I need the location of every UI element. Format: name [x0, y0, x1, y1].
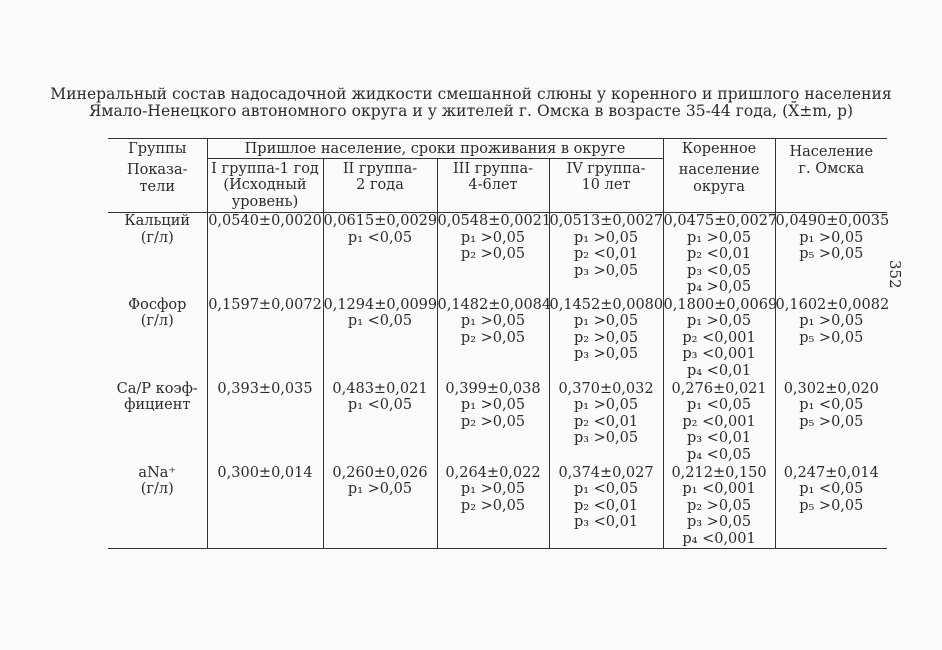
indicator-cell: aNa⁺ (г/л) — [108, 465, 207, 549]
p-value: p₁ >0,05 — [460, 313, 526, 329]
p-value: p₁ <0,05 — [799, 481, 864, 497]
p-value: p₁ >0,05 — [686, 229, 752, 246]
p-value: p₅ >0,05 — [799, 413, 864, 430]
mean-value: 0,370±0,032 — [558, 380, 654, 397]
mean-value: 0,0540±0,0020 — [208, 213, 322, 229]
p-value: p₁ >0,05 — [573, 397, 639, 413]
caption-line-2: Ямало-Ненецкого автономного округа и у жителей г. Омска в возрасте 35-44 года, (X̄±m, p) — [88, 102, 854, 120]
p-value: p₂ >0,05 — [573, 329, 639, 346]
mean-value: 0,247±0,014 — [783, 464, 879, 481]
value-cell — [663, 381, 775, 465]
mineral-composition-table — [108, 138, 890, 549]
p-value: p₃ >0,05 — [573, 262, 639, 279]
value-cell — [775, 465, 887, 549]
p-value: p₃ <0,05 — [686, 262, 752, 279]
mean-value: 0,1294±0,0099 — [323, 296, 438, 313]
page-number: 352 — [886, 260, 904, 289]
header-group-1: I группа-1 год (Исходный уровень) — [207, 158, 323, 213]
p-value: p₂ <0,01 — [573, 246, 639, 262]
value-cell — [663, 296, 778, 381]
header-group-3: III группа- 4-6лет — [437, 158, 549, 213]
p-value: p₁ >0,05 — [460, 229, 526, 246]
p-value: p₃ >0,05 — [686, 514, 752, 530]
p-value: p₁ <0,05 — [686, 397, 752, 413]
table-body — [108, 213, 890, 549]
value-cell — [549, 213, 663, 297]
p-value: p₄ >0,05 — [686, 279, 752, 295]
value-cell — [437, 381, 549, 465]
value-cell — [663, 465, 775, 549]
value-cell — [663, 213, 778, 297]
header-indigenous-bottom: население округа — [663, 158, 775, 213]
indicator-cell: Фосфор (г/л) — [108, 297, 207, 381]
table-caption — [0, 86, 942, 120]
header-indicators: Показа- тели — [108, 158, 207, 213]
p-value: p₂ <0,01 — [686, 246, 752, 262]
header-omsk: Население г. Омска — [775, 144, 887, 199]
p-value: p₁ >0,05 — [799, 229, 864, 246]
p-value: p₁ <0,05 — [573, 481, 639, 497]
mean-value: 0,1597±0,0072 — [208, 296, 322, 313]
mean-value: 0,1602±0,0082 — [775, 296, 890, 313]
value-cell — [437, 213, 552, 297]
p-value: p₁ >0,05 — [460, 397, 526, 413]
mean-value: 0,1800±0,0069 — [663, 296, 778, 313]
p-value: p₃ <0,001 — [682, 346, 756, 362]
mean-value: 0,1452±0,0080 — [549, 296, 664, 313]
p-value: p₁ <0,05 — [347, 313, 413, 329]
p-value: p₂ >0,05 — [460, 329, 526, 346]
p-value: p₁ <0,05 — [799, 397, 864, 413]
value-cell — [437, 465, 549, 549]
value-cell — [323, 381, 437, 465]
table-row — [108, 381, 887, 465]
mean-value: 0,399±0,038 — [445, 380, 541, 397]
mean-value: 0,0548±0,0021 — [437, 213, 552, 229]
header-groups: Группы — [108, 139, 207, 159]
p-value: p₂ >0,05 — [460, 246, 526, 262]
p-value: p₂ <0,001 — [682, 329, 756, 346]
mean-value: 0,0513±0,0027 — [549, 213, 664, 229]
header-group-4: IV группа- 10 лет — [549, 158, 663, 213]
mean-value: 0,393±0,035 — [217, 380, 313, 397]
p-value: p₃ <0,01 — [573, 514, 639, 530]
value-cell — [549, 465, 663, 549]
p-value: p₁ <0,05 — [347, 229, 413, 246]
indicator-cell: Ca/P коэф- фициент — [108, 381, 207, 465]
mean-value: 0,0490±0,0035 — [775, 213, 890, 229]
p-value: p₁ <0,001 — [682, 481, 756, 497]
mean-value: 0,0615±0,0029 — [323, 213, 438, 229]
value-cell — [775, 296, 890, 381]
value-cell — [207, 297, 323, 381]
p-value: p₂ >0,05 — [686, 497, 752, 514]
p-value: p₄ <0,001 — [682, 530, 756, 547]
table-row — [108, 465, 887, 549]
mean-value: 0,1482±0,0084 — [437, 296, 552, 313]
value-cell — [775, 213, 890, 297]
value-cell — [549, 381, 663, 465]
value-cell — [775, 381, 887, 465]
p-value: p₅ >0,05 — [799, 329, 864, 346]
mean-value: 0,302±0,020 — [783, 380, 879, 397]
p-value: p₃ <0,01 — [686, 430, 752, 446]
p-value: p₁ >0,05 — [460, 481, 526, 497]
header-newcomers: Пришлое население, сроки проживания в округе — [207, 139, 663, 159]
caption-line-1: Минеральный состав надосадочной жидкости смешанной слюны у коренного и пришлого населения — [50, 85, 892, 103]
value-cell — [207, 465, 323, 549]
table-row — [108, 213, 887, 297]
p-value: p₁ >0,05 — [799, 313, 864, 329]
mean-value: 0,264±0,022 — [445, 464, 541, 481]
p-value: p₁ >0,05 — [573, 313, 639, 329]
header-group-2: II группа- 2 года — [323, 158, 437, 213]
p-value: p₁ >0,05 — [573, 229, 639, 246]
value-cell — [323, 213, 437, 297]
value-cell — [323, 297, 437, 381]
p-value: p₂ <0,001 — [682, 413, 756, 430]
value-cell — [549, 297, 663, 381]
p-value: p₂ >0,05 — [460, 413, 526, 430]
p-value: p₃ >0,05 — [573, 346, 639, 362]
mean-value: 0,260±0,026 — [332, 464, 428, 481]
p-value: p₅ >0,05 — [799, 497, 864, 514]
p-value: p₂ <0,01 — [573, 497, 639, 514]
p-value: p₅ >0,05 — [799, 246, 864, 262]
indicator-cell: Кальций (г/л) — [108, 213, 207, 297]
mean-value: 0,276±0,021 — [671, 380, 767, 397]
p-value: p₄ <0,01 — [686, 362, 752, 379]
p-value: p₃ >0,05 — [573, 430, 639, 446]
table-row — [108, 297, 887, 381]
mean-value: 0,483±0,021 — [332, 380, 428, 397]
mean-value: 0,0475±0,0027 — [663, 213, 778, 229]
value-cell — [323, 465, 437, 549]
value-cell — [207, 213, 323, 297]
mean-value: 0,300±0,014 — [217, 464, 313, 481]
header-indigenous-top: Коренное — [663, 139, 775, 159]
p-value: p₁ >0,05 — [686, 313, 752, 329]
mean-value: 0,212±0,150 — [671, 464, 767, 481]
p-value: p₂ >0,05 — [460, 497, 526, 514]
p-value: p₄ <0,05 — [686, 446, 752, 463]
value-cell — [437, 296, 552, 381]
p-value: p₁ >0,05 — [347, 481, 413, 497]
mean-value: 0,374±0,027 — [558, 464, 654, 481]
p-value: p₂ <0,01 — [573, 413, 639, 430]
value-cell — [207, 381, 323, 465]
p-value: p₁ <0,05 — [347, 397, 413, 413]
